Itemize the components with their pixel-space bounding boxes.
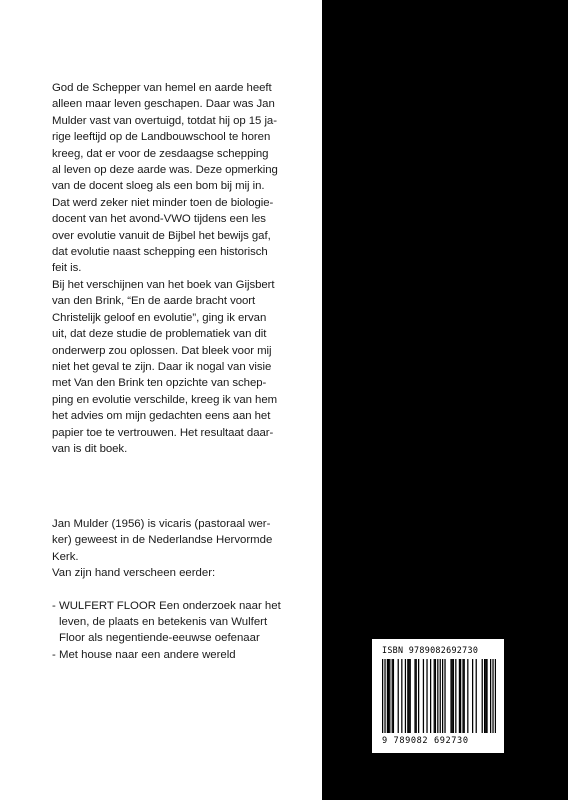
- barcode-bar: [472, 659, 473, 733]
- barcode-bar: [426, 659, 427, 733]
- barcode-bar: [410, 659, 411, 733]
- blurb-line: alleen maar leven geschapen. Daar was Jan: [52, 98, 275, 111]
- blurb-line: feit is.: [52, 262, 82, 275]
- barcode-bar: [405, 659, 406, 733]
- barcode-bar: [459, 659, 460, 733]
- blurb-line: uit, dat deze studie de problematiek van dit: [52, 328, 267, 341]
- barcode-bar: [462, 659, 463, 733]
- blurb-line: rige leeftijd op de Landbouwschool te horen: [52, 131, 271, 144]
- blurb-line: Christelijk geloof en evolutie”, ging ik ervan: [52, 311, 267, 324]
- bio-line: Jan Mulder (1956) is vicaris (pastoraal wer-: [52, 518, 271, 530]
- barcode-bar: [476, 659, 477, 733]
- barcode-bar: [387, 659, 388, 733]
- isbn-label: ISBN 9789082692730: [382, 645, 479, 655]
- blurb-line: al leven op deze aarde was. Deze opmerking: [52, 164, 278, 177]
- barcode-bar: [464, 659, 465, 733]
- barcode-bar: [434, 659, 435, 733]
- barcode-bar: [388, 659, 389, 733]
- barcode-bar: [407, 659, 408, 733]
- author-bio: [52, 516, 314, 663]
- barcode-bar: [484, 659, 485, 733]
- bio-line: Van zijn hand verscheen eerder:: [52, 567, 216, 580]
- blurb-line: docent van het avond-VWO tijdens een les: [52, 213, 266, 226]
- barcode-bar: [384, 659, 385, 733]
- barcode-bar: [486, 659, 487, 733]
- barcode-bar: [435, 659, 436, 733]
- barcode-bar: [492, 659, 493, 733]
- book-item-continuation: leven, de plaats en betekenis van Wulfert: [59, 616, 268, 629]
- barcode-bar: [398, 659, 399, 733]
- barcode-bar: [423, 659, 424, 733]
- blurb-line: Dat werd zeker niet minder toen de biologie-: [52, 196, 274, 209]
- blurb-line: God de Schepper van hemel en aarde heeft: [52, 82, 272, 94]
- blurb-text: [52, 80, 314, 457]
- barcode-bar: [440, 659, 441, 733]
- barcode-bars: [382, 659, 496, 733]
- blurb-line: van den Brink, “En de aarde bracht voort: [52, 295, 256, 308]
- barcode-bar: [382, 659, 383, 733]
- barcode-bar: [437, 659, 438, 733]
- barcode-bar: [467, 659, 468, 733]
- barcode-bar: [450, 659, 451, 733]
- barcode-bar: [453, 659, 454, 733]
- barcode-bar: [389, 659, 390, 733]
- blurb-line: onderwerp zou oplossen. Dat bleek voor mij: [52, 344, 272, 357]
- barcode-bar: [430, 659, 431, 733]
- barcode-bar: [416, 659, 417, 733]
- blurb-line: met Van den Brink ten opzichte van schep-: [52, 377, 267, 390]
- barcode-bar: [452, 659, 453, 733]
- blurb-line: ping en evolutie verschilde, kreeg ik van hem: [52, 393, 278, 406]
- blurb-line: het advies om mijn gedachten eens aan het: [52, 410, 271, 423]
- barcode-bar: [455, 659, 456, 733]
- barcode-bar: [482, 659, 483, 733]
- barcode-bar: [442, 659, 443, 733]
- barcode-bar: [392, 659, 393, 733]
- previous-books-list: [52, 598, 314, 664]
- book-item: - WULFERT FLOOR Een onderzoek naar het: [52, 599, 281, 612]
- book-item-continuation: Floor als negentiende-eeuwse oefenaar: [59, 632, 260, 645]
- barcode-bar: [408, 659, 409, 733]
- blurb-line: niet het geval te zijn. Daar ik nogal van visie: [52, 360, 272, 373]
- blurb-line: Mulder vast van overtuigd, totdat hij op 15 ja-: [52, 114, 277, 127]
- barcode-bar: [418, 659, 419, 733]
- barcode-bar: [460, 659, 461, 733]
- blurb-line: van de docent sloeg als een bom bij mij in.: [52, 180, 265, 193]
- blurb-line: van is dit boek.: [52, 442, 128, 455]
- barcode-bar: [495, 659, 496, 733]
- barcode-digits: 9 789082 692730: [382, 736, 469, 746]
- bio-line: Kerk.: [52, 550, 79, 563]
- blurb-line: Bij het verschijnen van het boek van Gijsbert: [52, 278, 275, 291]
- isbn-barcode: [372, 639, 504, 753]
- barcode-bar: [401, 659, 402, 733]
- bio-line: ker) geweest in de Nederlandse Hervormde: [52, 534, 273, 547]
- barcode-bar: [485, 659, 486, 733]
- blurb-line: kreeg, dat er voor de zesdaagse schepping: [52, 147, 269, 160]
- barcode-bar: [414, 659, 415, 733]
- blurb-line: dat evolutie naast schepping een historisch: [52, 246, 268, 259]
- barcode-bar: [444, 659, 445, 733]
- book-item: - Met house naar een andere wereld: [52, 648, 236, 661]
- barcode-bar: [490, 659, 491, 733]
- blurb-line: papier toe te vertrouwen. Het resultaat daar-: [52, 426, 274, 439]
- blurb-line: over evolutie vanuit de Bijbel het bewijs gaf,: [52, 229, 271, 242]
- barcode-bar: [393, 659, 394, 733]
